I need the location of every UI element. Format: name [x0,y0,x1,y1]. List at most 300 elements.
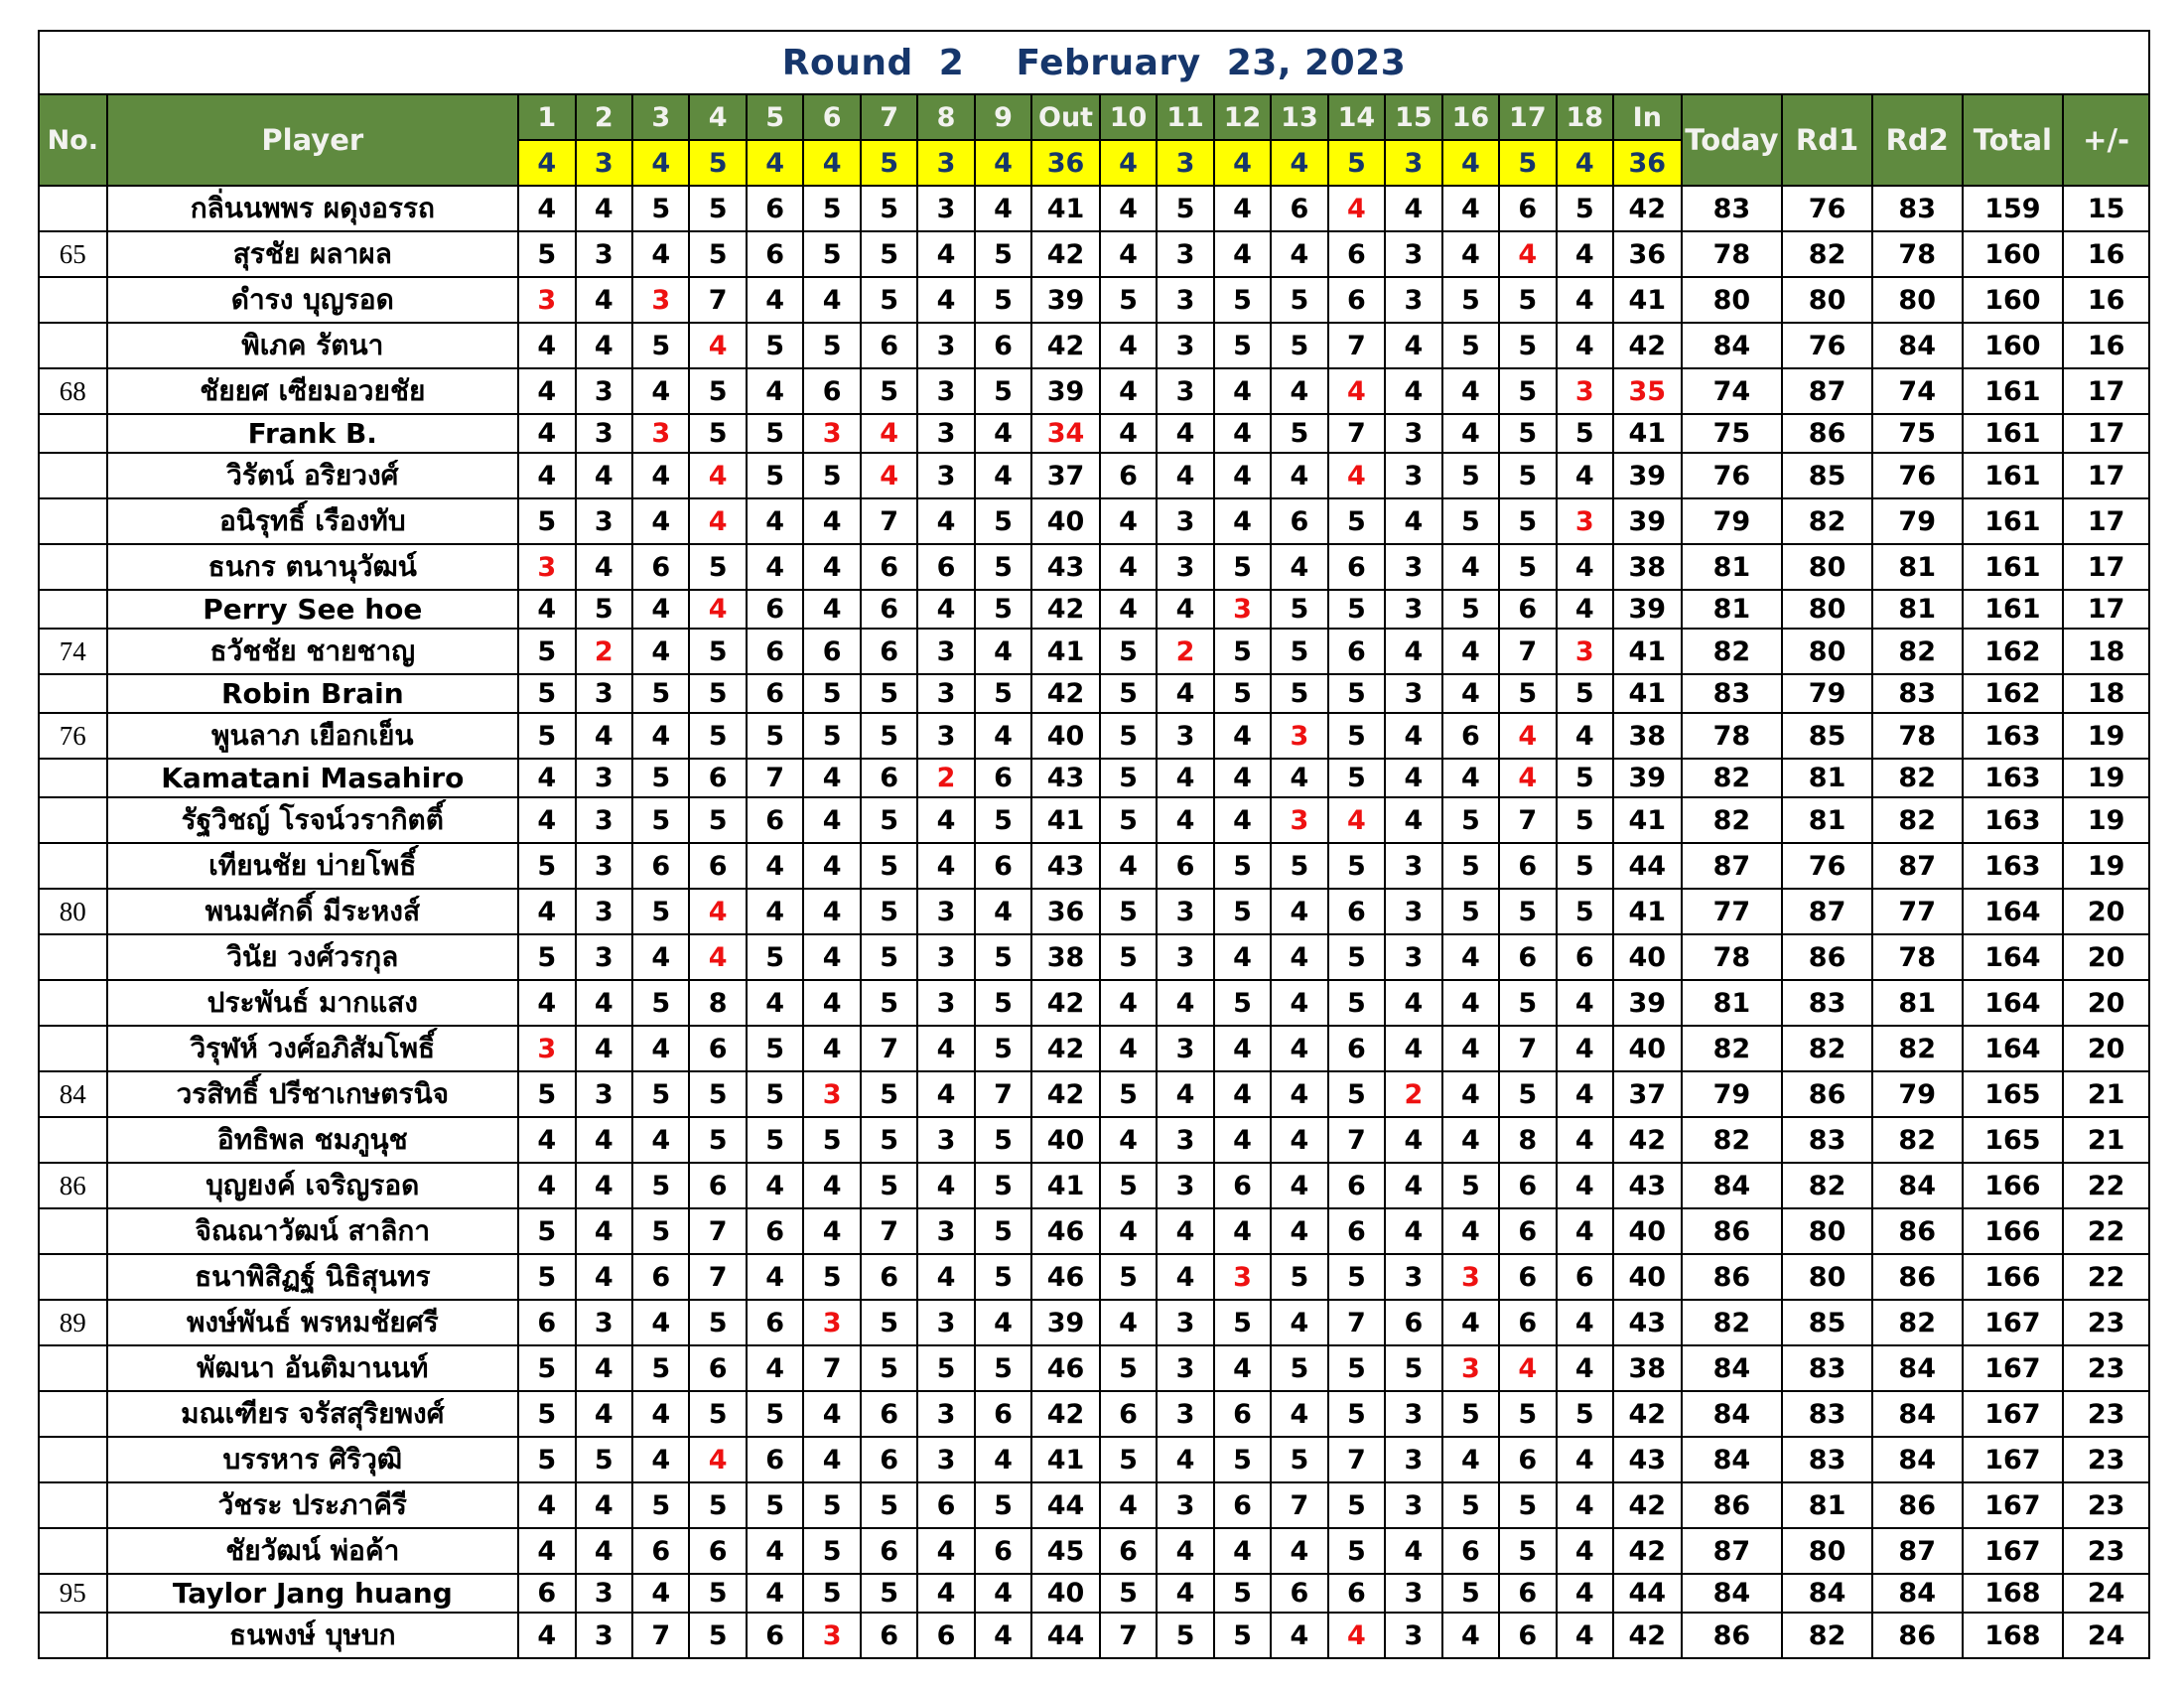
hole-score-6: 4 [803,498,860,544]
hole-score-8: 3 [917,1391,974,1437]
in-total: 42 [1613,1117,1682,1163]
title-row [39,31,2149,94]
total-score: 165 [1963,1071,2064,1117]
hole-score-12: 6 [1214,1482,1271,1528]
hole-score-9: 7 [975,1071,1031,1117]
rd1-score: 76 [1782,323,1872,368]
hole-score-13: 4 [1271,368,1327,414]
hole-score-9: 4 [975,414,1031,453]
hole-score-15: 3 [1385,1437,1441,1482]
hole-score-1: 4 [518,323,575,368]
column-header-rd2: Rd2 [1872,94,1963,186]
hole-score-17: 6 [1499,1254,1556,1300]
total-score: 167 [1963,1437,2064,1482]
rd1-score: 83 [1782,1391,1872,1437]
hole-score-9: 5 [975,797,1031,843]
today-score: 87 [1682,1528,1783,1574]
out-total: 41 [1031,797,1100,843]
hole-score-8: 4 [917,843,974,889]
hole-score-5: 6 [747,590,803,629]
hole-score-1: 5 [518,1345,575,1391]
player-name: Taylor Jang huang [107,1574,519,1613]
rd2-score: 81 [1872,544,1963,590]
hole-score-7: 6 [861,590,917,629]
hole-score-17: 6 [1499,934,1556,980]
rd2-score: 84 [1872,1163,1963,1208]
hole-score-13: 4 [1271,889,1327,934]
hole-score-2: 3 [576,759,632,797]
hole-score-6: 3 [803,1300,860,1345]
hole-score-11: 4 [1157,1071,1213,1117]
hole-score-17: 5 [1499,414,1556,453]
hole-score-4: 6 [689,843,746,889]
hole-score-13: 3 [1271,713,1327,759]
table-row [39,414,2149,453]
hole-score-8: 4 [917,797,974,843]
hole-score-6: 4 [803,980,860,1026]
hole-score-8: 4 [917,231,974,277]
hole-score-1: 5 [518,843,575,889]
hole-score-4: 4 [689,889,746,934]
hole-score-13: 4 [1271,934,1327,980]
hole-score-9: 4 [975,1613,1031,1658]
plus-minus: 17 [2063,414,2149,453]
hole-score-18: 4 [1557,1574,1613,1613]
hole-header-9: 9 [975,94,1031,140]
par-hole-8: 3 [917,140,974,186]
hole-score-10: 4 [1100,590,1157,629]
hole-score-6: 4 [803,1391,860,1437]
hole-score-9: 5 [975,1208,1031,1254]
hole-header-8: 8 [917,94,974,140]
in-total: 40 [1613,1254,1682,1300]
hole-score-10: 5 [1100,1437,1157,1482]
in-total: 38 [1613,713,1682,759]
hole-score-9: 5 [975,1163,1031,1208]
player-name: ชัยยศ เซียมอวยชัย [107,368,519,414]
out-total: 42 [1031,1391,1100,1437]
total-score: 161 [1963,544,2064,590]
column-header-today: Today [1682,94,1783,186]
hole-score-12: 3 [1214,590,1271,629]
hole-score-11: 3 [1157,1345,1213,1391]
hole-score-11: 3 [1157,1117,1213,1163]
hole-score-6: 4 [803,759,860,797]
hole-score-6: 5 [803,453,860,498]
hole-score-14: 6 [1328,1574,1385,1613]
par-hole-1: 4 [518,140,575,186]
hole-score-18: 4 [1557,1528,1613,1574]
hole-score-18: 6 [1557,934,1613,980]
column-header-no: No. [39,94,107,186]
rd2-score: 80 [1872,277,1963,323]
hole-score-4: 5 [689,186,746,231]
hole-score-2: 4 [576,1117,632,1163]
hole-score-7: 6 [861,1391,917,1437]
hole-score-4: 4 [689,498,746,544]
hole-score-18: 5 [1557,759,1613,797]
total-score: 162 [1963,674,2064,713]
hole-score-12: 5 [1214,1574,1271,1613]
hole-score-6: 4 [803,843,860,889]
hole-score-9: 5 [975,1482,1031,1528]
hole-score-3: 4 [632,590,689,629]
hole-score-12: 5 [1214,1437,1271,1482]
hole-header-12: 12 [1214,94,1271,140]
hole-score-9: 5 [975,980,1031,1026]
hole-score-12: 4 [1214,759,1271,797]
hole-score-16: 4 [1442,759,1499,797]
total-score: 161 [1963,414,2064,453]
rd1-score: 82 [1782,1026,1872,1071]
hole-score-6: 4 [803,1163,860,1208]
rd2-score: 82 [1872,797,1963,843]
hole-score-17: 5 [1499,277,1556,323]
hole-score-12: 5 [1214,1613,1271,1658]
rd2-score: 78 [1872,713,1963,759]
hole-score-7: 7 [861,1026,917,1071]
plus-minus: 17 [2063,544,2149,590]
hole-header-17: 17 [1499,94,1556,140]
row-position [39,1482,107,1528]
hole-score-17: 7 [1499,629,1556,674]
hole-score-12: 5 [1214,843,1271,889]
total-score: 160 [1963,323,2064,368]
hole-score-15: 3 [1385,1254,1441,1300]
player-name: พัฒนา อันติมานนท์ [107,1345,519,1391]
hole-score-12: 4 [1214,1117,1271,1163]
hole-score-7: 6 [861,629,917,674]
hole-score-5: 5 [747,453,803,498]
hole-score-12: 5 [1214,674,1271,713]
rd1-score: 86 [1782,414,1872,453]
par-hole-9: 4 [975,140,1031,186]
hole-score-11: 4 [1157,759,1213,797]
today-score: 84 [1682,1437,1783,1482]
hole-score-14: 6 [1328,1208,1385,1254]
hole-score-8: 4 [917,1163,974,1208]
today-score: 74 [1682,368,1783,414]
hole-score-3: 5 [632,980,689,1026]
table-row [39,1254,2149,1300]
out-total: 42 [1031,590,1100,629]
out-total: 42 [1031,980,1100,1026]
hole-score-1: 4 [518,980,575,1026]
hole-score-8: 3 [917,713,974,759]
player-name: วิรุฬห์ วงศ์อภิสัมโพธิ์ [107,1026,519,1071]
rd1-score: 83 [1782,1117,1872,1163]
hole-score-4: 4 [689,453,746,498]
total-score: 167 [1963,1528,2064,1574]
player-name: จิณณาวัฒน์ สาลิกา [107,1208,519,1254]
rd2-score: 81 [1872,980,1963,1026]
hole-score-13: 5 [1271,674,1327,713]
hole-score-4: 6 [689,1345,746,1391]
table-row [39,498,2149,544]
in-total: 43 [1613,1437,1682,1482]
in-total: 40 [1613,1208,1682,1254]
today-score: 86 [1682,1613,1783,1658]
hole-score-7: 5 [861,1071,917,1117]
hole-score-5: 6 [747,1613,803,1658]
hole-score-5: 6 [747,231,803,277]
hole-header-16: 16 [1442,94,1499,140]
hole-score-2: 4 [576,1254,632,1300]
hole-score-17: 6 [1499,1208,1556,1254]
rd2-score: 82 [1872,629,1963,674]
hole-score-8: 3 [917,1117,974,1163]
rd2-score: 82 [1872,759,1963,797]
row-position: 80 [39,889,107,934]
column-header-total: Total [1963,94,2064,186]
hole-score-9: 5 [975,674,1031,713]
hole-score-15: 6 [1385,1300,1441,1345]
hole-score-10: 6 [1100,453,1157,498]
hole-score-14: 7 [1328,1117,1385,1163]
hole-score-4: 7 [689,1208,746,1254]
in-total: 36 [1613,231,1682,277]
hole-score-17: 6 [1499,1437,1556,1482]
hole-score-7: 5 [861,186,917,231]
rd1-score: 86 [1782,934,1872,980]
page-title: Round 2 February 23, 2023 [39,31,2149,94]
hole-score-13: 4 [1271,453,1327,498]
hole-score-18: 3 [1557,368,1613,414]
hole-score-10: 5 [1100,277,1157,323]
today-score: 80 [1682,277,1783,323]
rd1-score: 83 [1782,980,1872,1026]
hole-score-4: 6 [689,1026,746,1071]
rd1-score: 79 [1782,674,1872,713]
row-position: 86 [39,1163,107,1208]
hole-score-14: 7 [1328,1300,1385,1345]
hole-score-5: 5 [747,1117,803,1163]
today-score: 86 [1682,1482,1783,1528]
today-score: 86 [1682,1254,1783,1300]
hole-score-14: 7 [1328,323,1385,368]
hole-score-16: 4 [1442,368,1499,414]
hole-score-11: 3 [1157,1482,1213,1528]
out-total: 39 [1031,1300,1100,1345]
total-score: 163 [1963,759,2064,797]
hole-score-17: 5 [1499,889,1556,934]
today-score: 78 [1682,713,1783,759]
hole-score-2: 4 [576,277,632,323]
today-score: 86 [1682,1208,1783,1254]
player-name: Kamatani Masahiro [107,759,519,797]
hole-score-18: 4 [1557,277,1613,323]
hole-score-14: 7 [1328,1437,1385,1482]
hole-header-11: 11 [1157,94,1213,140]
plus-minus: 16 [2063,277,2149,323]
table-row [39,713,2149,759]
hole-score-1: 4 [518,1613,575,1658]
hole-score-7: 5 [861,1345,917,1391]
hole-score-14: 6 [1328,1026,1385,1071]
hole-score-11: 4 [1157,674,1213,713]
rd2-score: 86 [1872,1613,1963,1658]
hole-header-row [39,94,2149,140]
in-total: 43 [1613,1300,1682,1345]
in-total: 40 [1613,1026,1682,1071]
rd1-score: 83 [1782,1437,1872,1482]
hole-score-5: 6 [747,186,803,231]
hole-score-3: 5 [632,323,689,368]
rd1-score: 87 [1782,889,1872,934]
hole-score-6: 4 [803,934,860,980]
hole-score-2: 4 [576,1208,632,1254]
table-row [39,186,2149,231]
hole-score-4: 4 [689,323,746,368]
total-score: 166 [1963,1254,2064,1300]
hole-score-18: 4 [1557,1117,1613,1163]
hole-score-15: 4 [1385,368,1441,414]
today-score: 83 [1682,186,1783,231]
hole-score-10: 4 [1100,368,1157,414]
hole-score-5: 5 [747,1482,803,1528]
hole-score-11: 3 [1157,231,1213,277]
hole-score-9: 4 [975,186,1031,231]
hole-score-17: 4 [1499,759,1556,797]
out-total: 34 [1031,414,1100,453]
row-position [39,1613,107,1658]
hole-score-4: 5 [689,1300,746,1345]
hole-score-7: 5 [861,1574,917,1613]
table-row [39,323,2149,368]
hole-score-1: 5 [518,629,575,674]
hole-score-10: 4 [1100,231,1157,277]
hole-score-18: 4 [1557,1208,1613,1254]
hole-score-6: 4 [803,1208,860,1254]
hole-score-5: 6 [747,1300,803,1345]
row-position [39,453,107,498]
hole-score-8: 4 [917,1528,974,1574]
today-score: 87 [1682,843,1783,889]
hole-score-5: 4 [747,1345,803,1391]
hole-score-15: 4 [1385,713,1441,759]
hole-score-1: 4 [518,1117,575,1163]
hole-header-1: 1 [518,94,575,140]
hole-score-18: 4 [1557,1163,1613,1208]
hole-score-10: 4 [1100,1482,1157,1528]
hole-score-2: 4 [576,453,632,498]
table-row [39,1482,2149,1528]
hole-score-12: 4 [1214,1528,1271,1574]
hole-score-14: 5 [1328,590,1385,629]
table-row [39,1071,2149,1117]
hole-score-3: 5 [632,1482,689,1528]
hole-score-4: 5 [689,368,746,414]
today-score: 82 [1682,759,1783,797]
player-name: วินัย วงศ์วรกุล [107,934,519,980]
hole-score-9: 5 [975,1345,1031,1391]
rd2-score: 75 [1872,414,1963,453]
rd1-score: 76 [1782,186,1872,231]
hole-score-3: 3 [632,414,689,453]
hole-score-18: 4 [1557,1071,1613,1117]
hole-score-1: 4 [518,1528,575,1574]
in-total: 39 [1613,590,1682,629]
table-row [39,1208,2149,1254]
plus-minus: 17 [2063,453,2149,498]
hole-score-1: 4 [518,186,575,231]
total-score: 164 [1963,934,2064,980]
out-total: 39 [1031,277,1100,323]
hole-score-11: 4 [1157,590,1213,629]
hole-score-11: 4 [1157,1437,1213,1482]
hole-score-15: 4 [1385,1163,1441,1208]
hole-score-14: 5 [1328,713,1385,759]
rd2-score: 78 [1872,934,1963,980]
hole-score-8: 4 [917,1254,974,1300]
hole-score-13: 4 [1271,1300,1327,1345]
hole-score-4: 5 [689,1071,746,1117]
hole-score-18: 3 [1557,498,1613,544]
hole-score-11: 3 [1157,934,1213,980]
row-position: 68 [39,368,107,414]
hole-score-5: 6 [747,1437,803,1482]
player-name: ประพันธ์ มากแสง [107,980,519,1026]
hole-score-8: 3 [917,674,974,713]
hole-score-5: 5 [747,713,803,759]
par-hole-17: 5 [1499,140,1556,186]
out-total: 46 [1031,1345,1100,1391]
hole-score-2: 4 [576,544,632,590]
row-position [39,759,107,797]
hole-score-5: 4 [747,368,803,414]
hole-score-15: 3 [1385,231,1441,277]
out-total: 44 [1031,1613,1100,1658]
out-total: 42 [1031,674,1100,713]
out-total: 39 [1031,368,1100,414]
hole-score-3: 4 [632,629,689,674]
out-total: 43 [1031,843,1100,889]
hole-score-10: 6 [1100,1528,1157,1574]
today-score: 82 [1682,1026,1783,1071]
hole-score-4: 5 [689,414,746,453]
hole-score-5: 4 [747,498,803,544]
hole-score-1: 5 [518,1391,575,1437]
today-score: 84 [1682,1163,1783,1208]
hole-score-13: 6 [1271,186,1327,231]
hole-score-12: 4 [1214,713,1271,759]
player-name: มณเฑียร จรัสสุริยพงศ์ [107,1391,519,1437]
out-total: 43 [1031,544,1100,590]
player-name: พงษ์พันธ์ พรหมชัยศรี [107,1300,519,1345]
hole-score-15: 3 [1385,934,1441,980]
hole-score-12: 4 [1214,368,1271,414]
hole-score-6: 5 [803,1117,860,1163]
hole-score-4: 5 [689,1391,746,1437]
out-total: 40 [1031,713,1100,759]
hole-score-4: 7 [689,277,746,323]
hole-score-5: 5 [747,414,803,453]
hole-score-13: 5 [1271,590,1327,629]
hole-score-9: 4 [975,713,1031,759]
par-hole-16: 4 [1442,140,1499,186]
par-in: 36 [1613,140,1682,186]
hole-score-17: 6 [1499,1613,1556,1658]
hole-score-11: 5 [1157,1613,1213,1658]
plus-minus: 20 [2063,980,2149,1026]
total-score: 160 [1963,277,2064,323]
hole-score-9: 6 [975,1391,1031,1437]
hole-score-17: 6 [1499,843,1556,889]
rd1-score: 80 [1782,590,1872,629]
hole-score-7: 5 [861,934,917,980]
hole-score-9: 4 [975,453,1031,498]
player-name: บรรหาร ศิริวุฒิ [107,1437,519,1482]
